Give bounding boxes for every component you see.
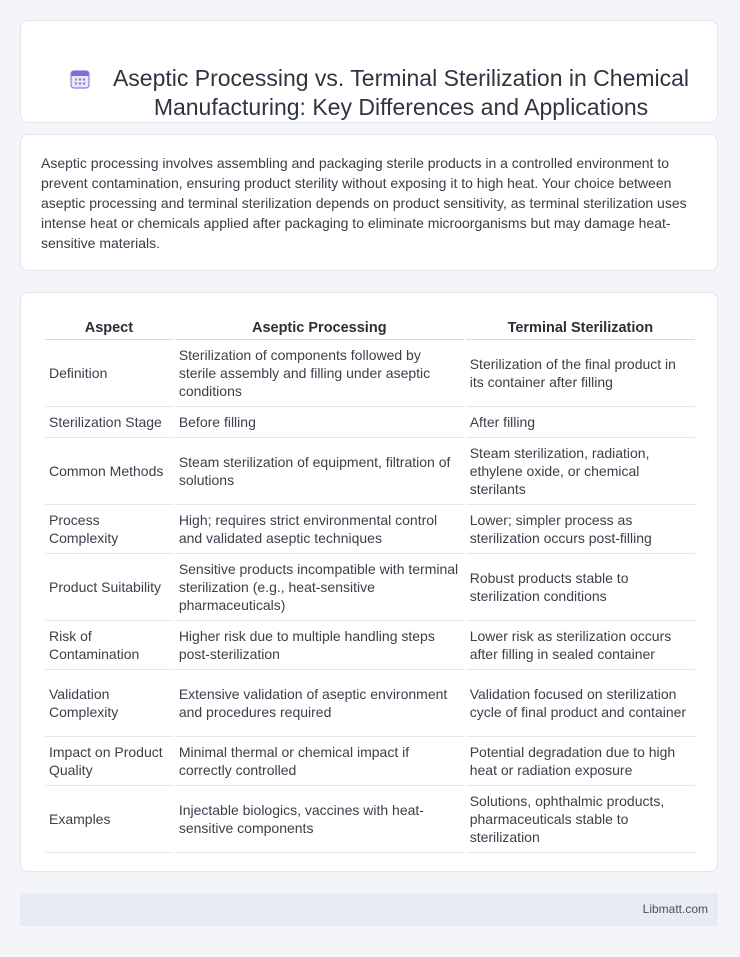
row-aspect: Impact on Product Quality xyxy=(45,737,173,786)
table-row xyxy=(45,786,695,853)
table-row xyxy=(45,670,695,737)
row-aspect: Definition xyxy=(45,340,173,407)
table-row xyxy=(45,340,695,407)
row-aseptic: Steam sterilization of equipment, filtration of solutions xyxy=(175,438,464,505)
row-aseptic: Sensitive products incompatible with terminal sterilization (e.g., heat-sensitive pharmaceuticals) xyxy=(175,554,464,621)
comparison-card xyxy=(20,292,718,872)
row-terminal: After filling xyxy=(466,407,695,438)
row-aseptic: Higher risk due to multiple handling steps post-sterilization xyxy=(175,621,464,670)
header-terminal-sterilization: Terminal Sterilization xyxy=(466,315,695,340)
row-aspect: Common Methods xyxy=(45,438,173,505)
table-row xyxy=(45,621,695,670)
row-terminal: Lower risk as sterilization occurs after filling in sealed container xyxy=(466,621,695,670)
row-terminal: Lower; simpler process as sterilization occurs post-filling xyxy=(466,505,695,554)
comparison-table xyxy=(43,315,697,853)
row-terminal: Sterilization of the final product in its container after filling xyxy=(466,340,695,407)
row-aspect: Sterilization Stage xyxy=(45,407,173,438)
row-aseptic: Minimal thermal or chemical impact if correctly controlled xyxy=(175,737,464,786)
table-row xyxy=(45,438,695,505)
row-terminal: Robust products stable to sterilization conditions xyxy=(466,554,695,621)
table-header-row xyxy=(45,315,695,340)
calendar-icon xyxy=(68,67,92,91)
row-aspect: Process Complexity xyxy=(45,505,173,554)
title-card xyxy=(20,20,718,123)
footer xyxy=(20,893,718,926)
intro-paragraph: Aseptic processing involves assembling and packaging sterile products in a controlled environment to prevent contamination, ensuring product sterility without exposing it to high heat. Your choice between aseptic processing and terminal sterilization depends on product sensitivity, as terminal sterilization uses intense heat or chemicals applied after packaging to eliminate microorganisms but may damage heat-sensitive materials. xyxy=(41,155,687,251)
table-row xyxy=(45,554,695,621)
row-aspect: Risk of Contamination xyxy=(45,621,173,670)
intro-card xyxy=(20,134,718,271)
row-aspect: Product Suitability xyxy=(45,554,173,621)
row-terminal: Potential degradation due to high heat or radiation exposure xyxy=(466,737,695,786)
row-aseptic: High; requires strict environmental control and validated aseptic techniques xyxy=(175,505,464,554)
row-aseptic: Before filling xyxy=(175,407,464,438)
row-terminal: Steam sterilization, radiation, ethylene oxide, or chemical sterilants xyxy=(466,438,695,505)
row-aspect: Validation Complexity xyxy=(45,670,173,737)
footer-site-link[interactable]: Libmatt.com xyxy=(642,902,708,916)
page-title: Aseptic Processing vs. Terminal Sterilization in Chemical Manufacturing: Key Differences and Applications xyxy=(112,65,690,120)
row-aseptic: Extensive validation of aseptic environment and procedures required xyxy=(175,670,464,737)
table-row xyxy=(45,737,695,786)
row-aseptic: Sterilization of components followed by sterile assembly and filling under aseptic conditions xyxy=(175,340,464,407)
header-aseptic-processing: Aseptic Processing xyxy=(175,315,464,340)
row-terminal: Validation focused on sterilization cycle of final product and container xyxy=(466,670,695,737)
header-aspect: Aspect xyxy=(45,315,173,340)
row-aseptic: Injectable biologics, vaccines with heat-sensitive components xyxy=(175,786,464,853)
row-aspect: Examples xyxy=(45,786,173,853)
row-terminal: Solutions, ophthalmic products, pharmaceuticals stable to sterilization xyxy=(466,786,695,853)
table-row xyxy=(45,407,695,438)
table-row xyxy=(45,505,695,554)
